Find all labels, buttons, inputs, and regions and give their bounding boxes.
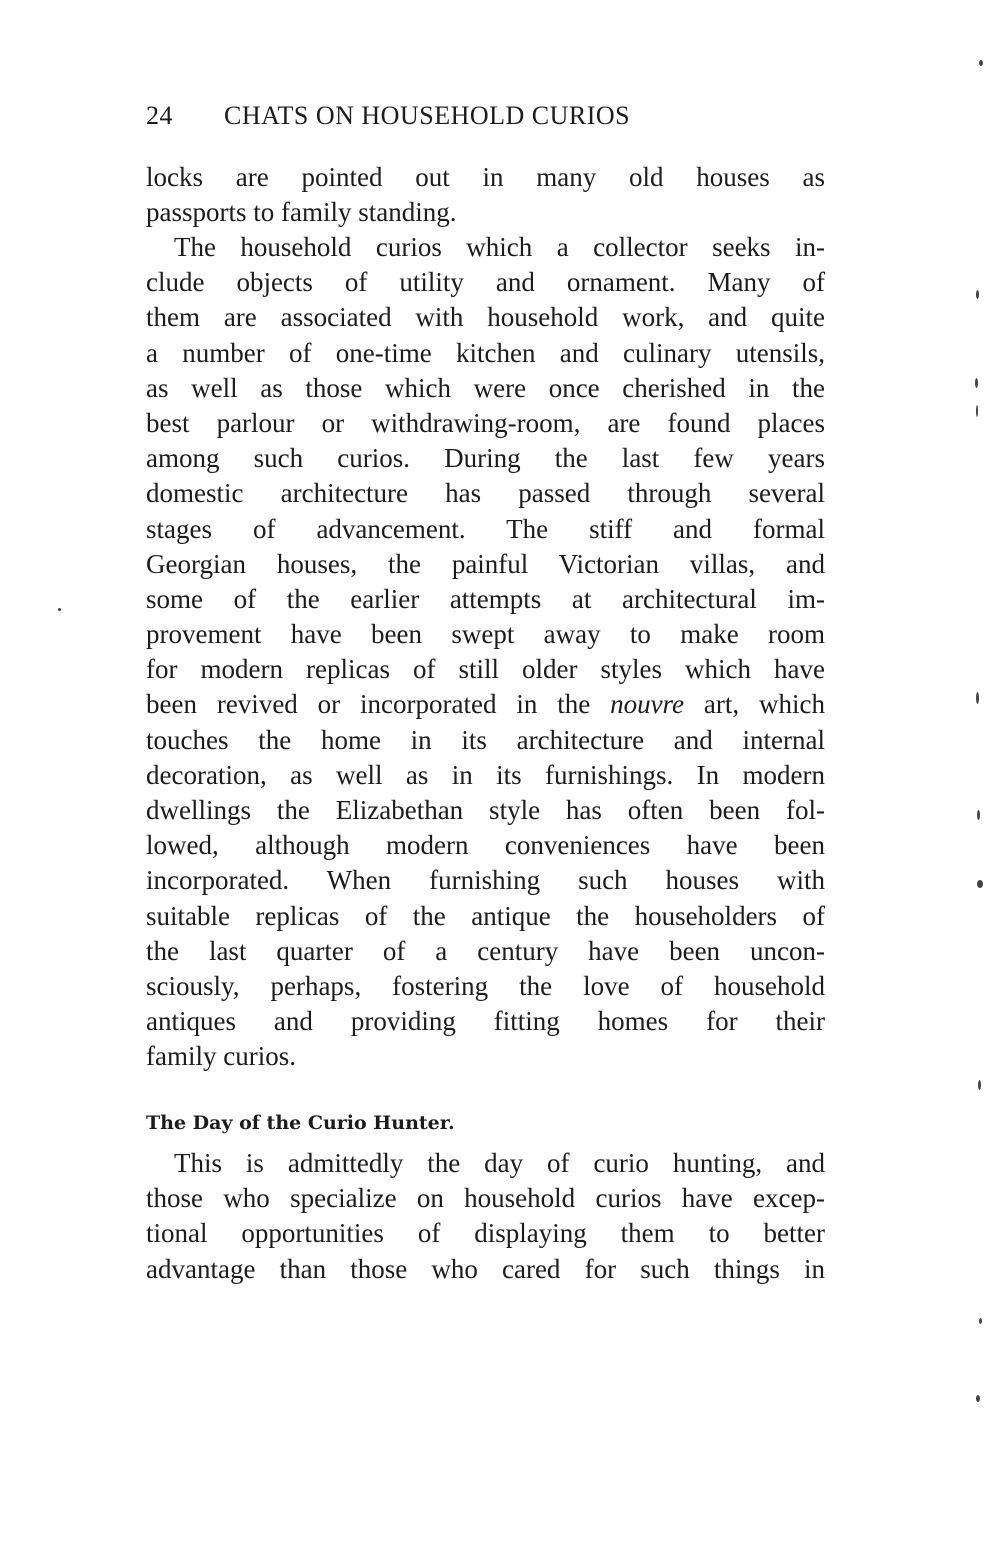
text-line: dwellings the Elizabethan style has often been fol-	[146, 795, 825, 825]
text-line: best parlour or withdrawing-room, are found places	[146, 407, 825, 438]
running-header	[146, 98, 846, 134]
text-line: domestic architecture has passed through several	[146, 478, 825, 509]
text-line: family curios.	[146, 1041, 296, 1072]
text-line: advantage than those who cared for such things in	[146, 1253, 825, 1284]
text-line: among such curios. During the last few years	[146, 443, 825, 474]
text-line: sciously, perhaps, fostering the love of household	[146, 970, 825, 1001]
text-line: tional opportunities of displaying them to better	[146, 1218, 825, 1249]
text-line: those who specialize on household curios have excep-	[146, 1183, 825, 1214]
text-line: them are associated with household work, and quite	[146, 302, 825, 333]
text-line-nouvre	[146, 687, 825, 722]
scan-speck	[979, 1318, 982, 1324]
scan-speck	[976, 290, 979, 299]
text-line: lowed, although modern conveniences have been	[146, 830, 825, 861]
scan-speck	[977, 810, 980, 820]
text-line: Georgian houses, the painful Victorian villas, and	[146, 548, 825, 579]
scan-speck	[979, 60, 983, 66]
paragraph-curio-hunter	[146, 1146, 825, 1287]
text-line: This is admittedly the day of curio hunting, and	[174, 1148, 825, 1178]
paragraph-continuation	[146, 160, 825, 230]
text-line: suitable replicas of the antique the householders of	[146, 900, 825, 931]
text-line: incorporated. When furnishing such houses with	[146, 865, 825, 896]
section-heading: The Day of the Curio Hunter.	[146, 1112, 455, 1134]
text-line: The household curios which a collector seeks in-	[174, 232, 825, 262]
text-segment: been revived or incorporated in the	[146, 689, 611, 720]
scan-speck	[976, 692, 979, 704]
text-line: some of the earlier attempts at architectural im-	[146, 583, 825, 614]
text-line: for modern replicas of still older styles which have	[146, 654, 825, 685]
text-line: passports to family standing.	[146, 197, 457, 228]
text-line: touches the home in its architecture and internal	[146, 724, 825, 755]
text-line: the last quarter of a century have been uncon-	[146, 935, 825, 966]
text-line: decoration, as well as in its furnishings. In modern	[146, 759, 825, 790]
text-line: as well as those which were once cherished in the	[146, 372, 825, 403]
text-line: locks are pointed out in many old houses as	[146, 162, 825, 192]
text-line: provement have been swept away to make room	[146, 619, 825, 650]
scan-speck	[977, 880, 983, 888]
scan-speck	[58, 608, 61, 611]
scan-speck	[978, 1080, 981, 1090]
page-number: 24	[146, 101, 173, 130]
text-line: clude objects of utility and ornament. Many of	[146, 267, 825, 298]
scan-speck	[976, 405, 978, 417]
text-line: antiques and providing fitting homes for their	[146, 1006, 825, 1037]
text-line: stages of advancement. The stiff and formal	[146, 513, 825, 544]
paragraph-household-curios	[146, 230, 825, 1075]
italic-word: nouvre	[610, 689, 685, 720]
text-segment: art, which	[684, 689, 825, 720]
running-title: CHATS ON HOUSEHOLD CURIOS	[224, 101, 631, 130]
text-line: a number of one-time kitchen and culinary utensils,	[146, 337, 825, 368]
scan-speck	[976, 1395, 980, 1402]
scan-speck	[975, 378, 978, 388]
